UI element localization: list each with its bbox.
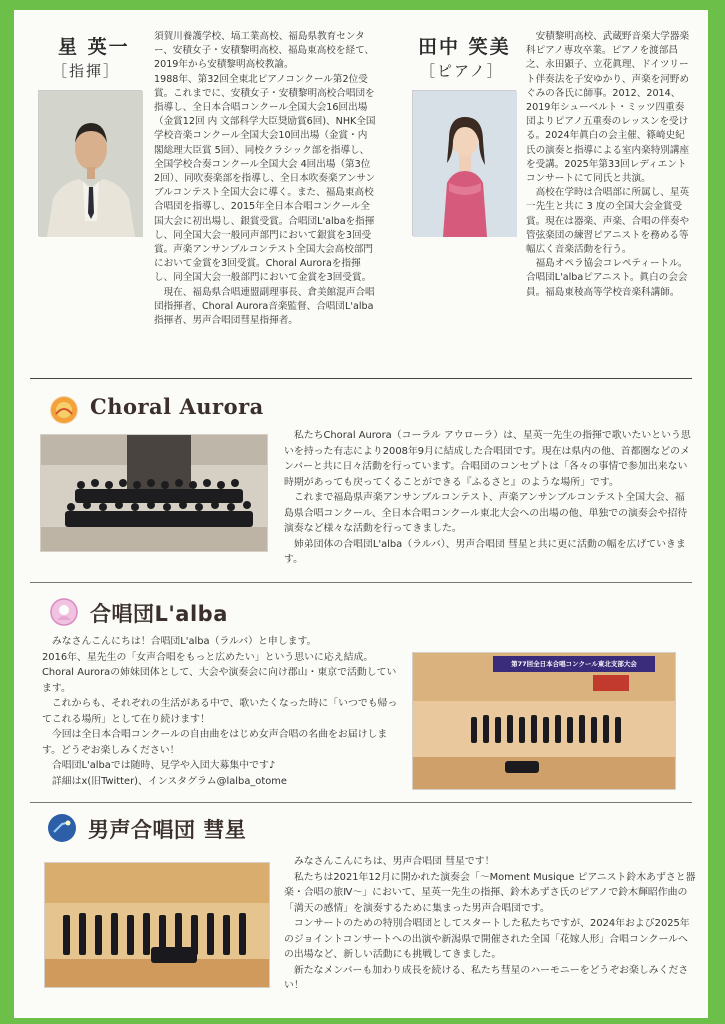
suisei-description: [284, 854, 696, 994]
pianist-bio-paragraph: 安積黎明高校、武蔵野音楽大学器楽科ピアノ専攻卒業。ピアノを渡部昌之、永田顕子、立花眞理、ドイツリート伴奏法を子安ゆかり、声楽を河野めぐみの各氏に師事。2012、2014、2019年シューベルト・ミッツ四重奏団よりピアノ五重奏のレッスンを受ける。2024年眞白の会主催、篠崎史紀氏の演奏と指導による室内楽特別講座を受講。2025年第33回レディエントコンサートにて同氏と共演。: [526, 31, 690, 185]
aurora-description: [284, 428, 694, 568]
program-sheet: [14, 10, 708, 1018]
section-divider: [30, 378, 692, 379]
section-divider: [30, 802, 692, 803]
lalba-photo: [412, 652, 676, 790]
conductor-name: 星 英一: [58, 36, 130, 58]
suisei-paragraph: 私たちは2021年12月に開かれた演奏会「～Moment Musique ピアニスト鈴木あずさと器楽・合唱の旅Ⅳ～」において、星英一先生の指揮、鈴木あずさ氏のピアノで鈴木輝昭作曲の「満天の感情」を演奏するために集まった男声合唱団です。: [284, 871, 696, 914]
lalba-paragraph: 2016年、星先生の「女声合唱をもっと広めたい」という思いに応え結成。Choral Auroraの姉妹団体として、大会や演奏会に向け郡山・東京で活動しています。: [42, 651, 397, 694]
pianist-photo: [412, 90, 516, 236]
suisei-paragraph: みなさんこんにちは、男声合唱団 彗星です！: [293, 856, 495, 867]
suisei-logo-icon: [48, 814, 76, 842]
aurora-title: Choral Aurora: [90, 394, 264, 419]
lalba-paragraph: 詳細はx(旧Twitter)、インスタグラム@lalba_otome: [51, 775, 287, 787]
pianist-name: 田中 笑美: [418, 36, 511, 58]
conductor-bio-paragraph: 須賀川養護学校、塙工業高校、福島県教育センター、安積女子・安積黎明高校、福島東高校を経て、2019年から安積黎明高校教諭。: [154, 31, 375, 71]
lalba-paragraph: 今回は全日本合唱コンクールの自由曲をはじめ女声合唱の名曲をお届けします。どうぞお楽しみください！: [42, 729, 388, 756]
aurora-photo: [40, 434, 268, 552]
lalba-logo-icon: [50, 598, 78, 626]
pianist-bio: [526, 30, 692, 300]
section-divider: [30, 582, 692, 583]
lalba-paragraph: これからも、それぞれの生活がある中で、歌いたくなった時に「いつでも帰ってこれる場所」として在り続けます！: [42, 698, 398, 725]
conductor-role: ［指揮］: [52, 62, 121, 80]
aurora-paragraph: 私たちChoral Aurora（コーラル アウローラ）は、星英一先生の指揮で歌いたいという思いを持った有志により2008年9月に結成した合唱団です。現在は県内の他、首都圏などのメンバーと共に日々活動を行っています。合唱団のコンセプトは「各々の事情で参加出来ない時期があっても戻ってくることができる『ふるさと』のような場所」です。: [284, 430, 691, 488]
suisei-photo: [44, 862, 270, 988]
lalba-description: [42, 634, 404, 789]
suisei-title: 男声合唱団 彗星: [88, 818, 247, 842]
lalba-paragraph: 合唱団L'albaでは随時、見学や入団大募集中です♪: [51, 760, 276, 771]
lalba-photo-banner: 第77回全日本合唱コンクール東北支部大会: [511, 660, 637, 668]
aurora-logo-icon: [50, 396, 78, 424]
suisei-paragraph: 新たなメンバーも加わり成長を続ける、私たち彗星のハーモニーをどうぞお楽しみください！: [284, 964, 689, 991]
lalba-paragraph: みなさんこんにちは！合唱団L'alba（ラルバ）と申します。: [51, 636, 317, 647]
conductor-bio: [154, 30, 376, 328]
pianist-bio-paragraph: 福島オペラ協会コレペティートル。合唱団L'albaピアニスト。眞白の会会員。福島東稜高等学校音楽科講師。: [526, 258, 688, 298]
lalba-title: 合唱団L'alba: [90, 602, 228, 626]
aurora-paragraph: 姉弟団体の合唱団L'alba（ラルバ）、男声合唱団 彗星と共に更に活動の幅を広げていきます。: [284, 538, 686, 565]
pianist-role: ［ピアノ］: [420, 62, 504, 80]
pianist-bio-paragraph: 高校在学時は合唱部に所属し、星英一先生と共に 3 度の全国大会金賞受賞。現在は器楽、声楽、合唱の伴奏や管弦楽団の練習ピアニストを務める等幅広く音楽活動を行う。: [526, 187, 690, 256]
conductor-bio-paragraph: 1988年、第32回全東北ピアノコンクール第2位受賞。これまでに、安積女子・安積黎明高校合唱団を指導し、全日本合唱コンクール全国大会16回出場（金賞12回 内 文部科学大臣奨励賞6回)、NHK全国学校音楽コンクール全国大会10回出場（金賞・内閣総理大臣賞 5回）、同校クラシック部を指導し、全国学校合奏コンクール全国大会 4回出場（第3位2回）、同吹奏楽部を指導し、全日本吹奏楽アンサンブルコンテスト全国大会に導く。また、福島東高校合唱団を指導し、2015年全日本合唱コンクール全国大会に初出場し、銀賞受賞。合唱団L'albaを指揮し、同全国大会一般同声部門において銀賞を3回受賞。声楽アンサンブルコンテスト全国大会高校部門において金賞を3回受賞。Choral Auroraを指揮し、同全国大会一般部門において金賞を3回受賞。: [154, 73, 376, 284]
conductor-photo: [38, 90, 142, 236]
aurora-paragraph: これまで福島県声楽アンサンブルコンテスト、声楽アンサンブルコンテスト全国大会、福島県合唱コンクール、全日本合唱コンクール東北大会への出場の他、単独での演奏会や招待演奏など様々な活動を行ってきました。: [284, 492, 688, 534]
conductor-bio-paragraph: 現在、福島県合唱連盟副理事長、倉美館混声合唱団指揮者、Choral Aurora音楽監督、合唱団L'alba指揮者、男声合唱団彗星指揮者。: [154, 286, 375, 327]
suisei-paragraph: コンサートのための特別合唱団としてスタートした私たちですが、2024年および2025年のジョイントコンサートへの出演や新潟県で開催された全国「花嫁人形」合唱コンクールへの出場など、新しい活動にも挑戦してきました。: [284, 918, 690, 960]
